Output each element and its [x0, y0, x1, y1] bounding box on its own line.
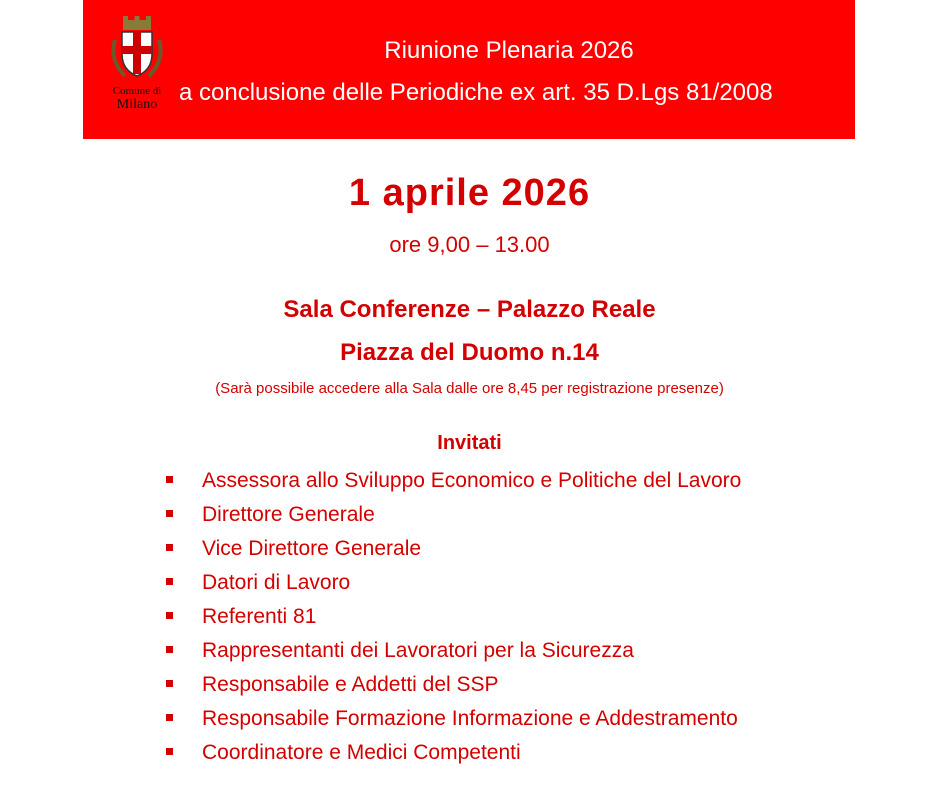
list-item-label: Vice Direttore Generale [202, 537, 422, 560]
comune-di-milano-crest-icon [105, 14, 169, 86]
list-item [163, 532, 741, 566]
event-date: 1 aprile 2026 [348, 172, 591, 214]
list-item [163, 702, 741, 736]
logo-line-comune: Comune di [112, 85, 162, 97]
banner-subtitle: a conclusione delle Periodiche ex art. 35 D.Lgs 81/2008 [179, 79, 773, 106]
list-item-label: Coordinatore e Medici Competenti [202, 741, 521, 764]
bullet-square-icon [166, 578, 173, 585]
list-item-label: Responsabile e Addetti del SSP [202, 673, 499, 696]
invitati-list [163, 464, 741, 770]
list-item [163, 600, 741, 634]
header-banner [83, 0, 855, 139]
access-note: (Sarà possibile accedere alla Sala dalle ore 8,45 per registrazione presenze) [215, 380, 724, 397]
list-item-label: Assessora allo Sviluppo Economico e Politiche del Lavoro [202, 469, 742, 492]
list-item-label: Direttore Generale [202, 503, 375, 526]
bullet-square-icon [166, 646, 173, 653]
list-item [163, 736, 741, 770]
bullet-square-icon [166, 544, 173, 551]
banner-title: Riunione Plenaria 2026 [384, 37, 634, 64]
list-item-label: Rappresentanti dei Lavoratori per la Sicurezza [202, 639, 634, 662]
comune-di-milano-logo [105, 14, 169, 120]
event-hours: ore 9,00 – 13.00 [389, 232, 550, 257]
list-item-label: Responsabile Formazione Informazione e Addestramento [202, 707, 738, 730]
list-item [163, 498, 741, 532]
logo-text [105, 86, 169, 112]
venue-address: Piazza del Duomo n.14 [340, 339, 599, 366]
list-item [163, 566, 741, 600]
list-item [163, 464, 741, 498]
list-item [163, 634, 741, 668]
bullet-square-icon [166, 680, 173, 687]
list-item-label: Referenti 81 [202, 605, 317, 628]
invitati-heading: Invitati [437, 432, 502, 454]
bullet-square-icon [166, 748, 173, 755]
list-item [163, 668, 741, 702]
venue-name: Sala Conferenze – Palazzo Reale [283, 296, 656, 323]
bullet-square-icon [166, 714, 173, 721]
list-item-label: Datori di Lavoro [202, 571, 351, 594]
bullet-square-icon [166, 510, 173, 517]
bullet-square-icon [166, 476, 173, 483]
bullet-square-icon [166, 612, 173, 619]
logo-line-milano: Milano [116, 97, 158, 112]
